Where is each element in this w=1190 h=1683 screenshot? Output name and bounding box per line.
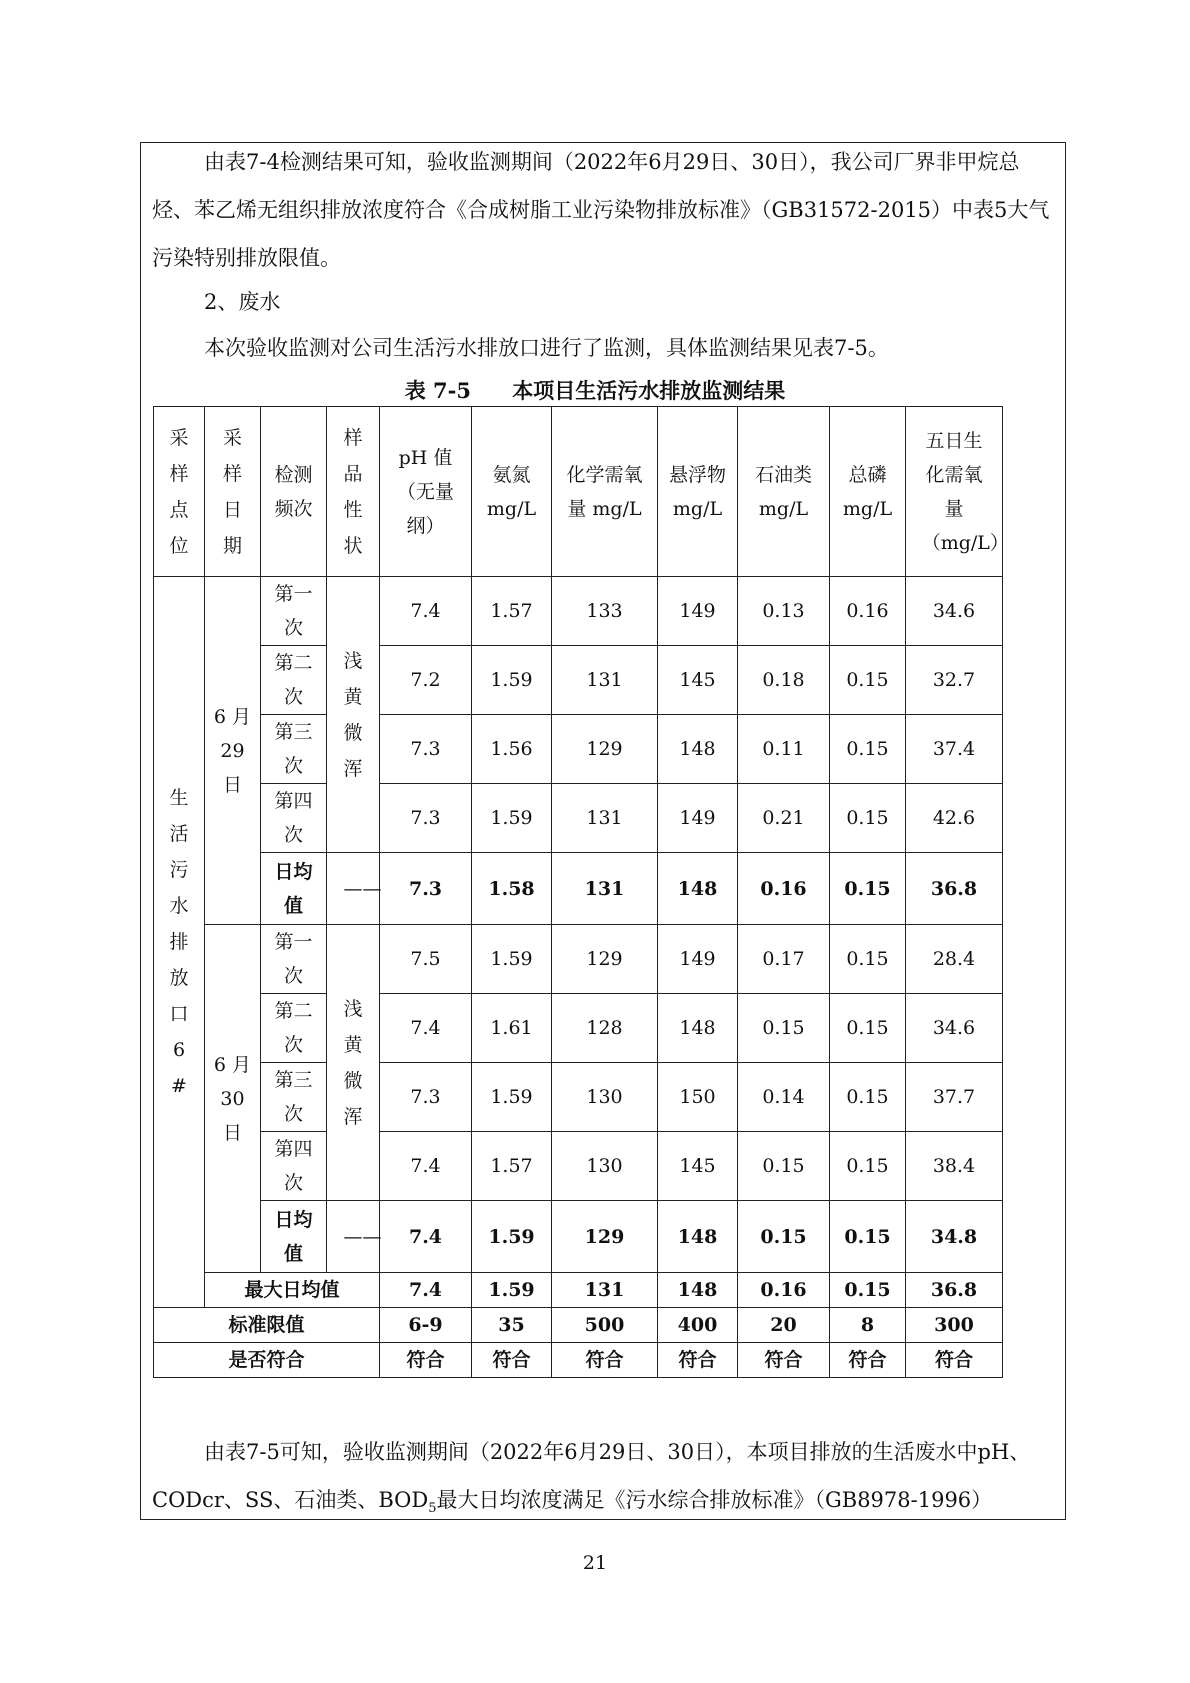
- sample-cell: 浅黄微浑: [327, 577, 380, 853]
- header-frequency: 检测频次: [261, 407, 327, 577]
- max-daily-average-value: 148: [658, 1273, 738, 1308]
- table-row: [154, 925, 1003, 994]
- value-cell: 1.59: [472, 1063, 552, 1132]
- paragraph-intro-7-5: 本次验收监测对公司生活污水排放口进行了监测，具体监测结果见表7-5。: [204, 336, 889, 360]
- value-cell: 28.4: [906, 925, 1003, 994]
- value-cell: 1.61: [472, 994, 552, 1063]
- max-daily-average-label: 最大日均值: [205, 1273, 380, 1308]
- standard-limit-value: 400: [658, 1308, 738, 1343]
- daily-average-label: 日均值: [261, 853, 327, 925]
- max-daily-average-value: 0.16: [738, 1273, 830, 1308]
- value-cell: 131: [552, 646, 658, 715]
- daily-average-value: 1.58: [472, 853, 552, 925]
- value-cell: 7.4: [380, 994, 472, 1063]
- value-cell: 7.4: [380, 577, 472, 646]
- header-tp: 总磷 mg/L: [830, 407, 906, 577]
- value-cell: 38.4: [906, 1132, 1003, 1201]
- value-cell: 7.3: [380, 1063, 472, 1132]
- value-cell: 0.15: [830, 925, 906, 994]
- value-cell: 0.15: [830, 1132, 906, 1201]
- daily-average-value: 36.8: [906, 853, 1003, 925]
- value-cell: 7.3: [380, 784, 472, 853]
- table-row: [154, 994, 1003, 1063]
- date-cell: 6 月 29 日: [205, 577, 261, 925]
- monitoring-results-table: [153, 406, 1009, 1378]
- frequency-cell: 第三次: [261, 1063, 327, 1132]
- standard-limit-value: 300: [906, 1308, 1003, 1343]
- table-title: 本项目生活污水排放监测结果: [512, 378, 786, 403]
- value-cell: 1.57: [472, 577, 552, 646]
- standard-limit-value: 20: [738, 1308, 830, 1343]
- value-cell: 149: [658, 784, 738, 853]
- value-cell: 128: [552, 994, 658, 1063]
- header-ph: pH 值（无量纲）: [380, 407, 472, 577]
- value-cell: 148: [658, 994, 738, 1063]
- daily-average-value: 129: [552, 1201, 658, 1273]
- value-cell: 0.14: [738, 1063, 830, 1132]
- value-cell: 130: [552, 1063, 658, 1132]
- header-ammonia: 氨氮 mg/L: [472, 407, 552, 577]
- compliance-value: 符合: [830, 1343, 906, 1378]
- standard-limit-value: 8: [830, 1308, 906, 1343]
- daily-average-value: 148: [658, 853, 738, 925]
- value-cell: 1.59: [472, 646, 552, 715]
- site-cell: 生活污水排放口6#: [154, 577, 205, 1308]
- value-cell: 37.4: [906, 715, 1003, 784]
- value-cell: 7.3: [380, 715, 472, 784]
- paragraph-conclusion-7-5: 由表7-5可知，验收监测期间（2022年6月29日、30日），本项目排放的生活废水中pH、CODcr、SS、石油类、$BOD_5$最大日均浓度满足《污水综合排放标准》（GB8978-1996）: [152, 1440, 1031, 1517]
- compliance-value: 符合: [906, 1343, 1003, 1378]
- value-cell: 148: [658, 715, 738, 784]
- standard-limit-value: 35: [472, 1308, 552, 1343]
- value-cell: 0.15: [830, 784, 906, 853]
- value-cell: 130: [552, 1132, 658, 1201]
- table-body: [154, 577, 1003, 1378]
- value-cell: 37.7: [906, 1063, 1003, 1132]
- header-oil: 石油类 mg/L: [738, 407, 830, 577]
- value-cell: 0.15: [830, 1063, 906, 1132]
- value-cell: 0.13: [738, 577, 830, 646]
- frequency-cell: 第一次: [261, 925, 327, 994]
- frequency-cell: 第一次: [261, 577, 327, 646]
- value-cell: 0.15: [738, 1132, 830, 1201]
- max-daily-average-value: 7.4: [380, 1273, 472, 1308]
- daily-average-dash: ——: [327, 1201, 380, 1273]
- daily-average-value: 148: [658, 1201, 738, 1273]
- date-cell: 6 月 30 日: [205, 925, 261, 1273]
- value-cell: 7.4: [380, 1132, 472, 1201]
- max-daily-average-value: 131: [552, 1273, 658, 1308]
- value-cell: 0.17: [738, 925, 830, 994]
- frequency-cell: 第二次: [261, 994, 327, 1063]
- value-cell: 1.57: [472, 1132, 552, 1201]
- daily-average-value: 0.15: [830, 1201, 906, 1273]
- daily-average-value: 7.4: [380, 1201, 472, 1273]
- value-cell: 129: [552, 715, 658, 784]
- compliance-value: 符合: [472, 1343, 552, 1378]
- value-cell: 129: [552, 925, 658, 994]
- frequency-cell: 第四次: [261, 1132, 327, 1201]
- value-cell: 1.59: [472, 925, 552, 994]
- value-cell: 131: [552, 784, 658, 853]
- daily-average-label: 日均值: [261, 1201, 327, 1273]
- header-sample: 样品性状: [327, 407, 380, 577]
- value-cell: 149: [658, 577, 738, 646]
- value-cell: 145: [658, 1132, 738, 1201]
- compliance-value: 符合: [738, 1343, 830, 1378]
- header-date: 采样日期: [205, 407, 261, 577]
- daily-average-row: [154, 1201, 1003, 1273]
- value-cell: 7.5: [380, 925, 472, 994]
- value-cell: 1.59: [472, 784, 552, 853]
- max-daily-average-value: 0.15: [830, 1273, 906, 1308]
- section-heading-wastewater: 2、废水: [204, 290, 281, 314]
- max-daily-average-value: 1.59: [472, 1273, 552, 1308]
- compliance-row: [154, 1343, 1003, 1378]
- compliance-value: 符合: [552, 1343, 658, 1378]
- daily-average-value: 0.16: [738, 853, 830, 925]
- paragraph-conclusion-7-4: 由表7-4检测结果可知，验收监测期间（2022年6月29日、30日），我公司厂界非甲烷总烃、苯乙烯无组织排放浓度符合《合成树脂工业污染物排放标准》（GB31572-2015）中表5大气污染特别排放限值。: [152, 150, 1050, 270]
- frequency-cell: 第三次: [261, 715, 327, 784]
- frequency-cell: 第四次: [261, 784, 327, 853]
- frequency-cell: 第二次: [261, 646, 327, 715]
- daily-average-value: 131: [552, 853, 658, 925]
- daily-average-value: 7.3: [380, 853, 472, 925]
- value-cell: 133: [552, 577, 658, 646]
- value-cell: 0.15: [830, 994, 906, 1063]
- compliance-label: 是否符合: [154, 1343, 380, 1378]
- value-cell: 1.56: [472, 715, 552, 784]
- header-site: 采样点位: [154, 407, 205, 577]
- header-bod: 五日生化需氧量（mg/L）: [906, 407, 1003, 577]
- header-cod: 化学需氧量 mg/L: [552, 407, 658, 577]
- table-row: [154, 646, 1003, 715]
- standard-limit-value: 500: [552, 1308, 658, 1343]
- header-ss: 悬浮物 mg/L: [658, 407, 738, 577]
- value-cell: 0.18: [738, 646, 830, 715]
- table-row: [154, 577, 1003, 646]
- value-cell: 0.15: [830, 715, 906, 784]
- value-cell: 7.2: [380, 646, 472, 715]
- daily-average-row: [154, 853, 1003, 925]
- value-cell: 149: [658, 925, 738, 994]
- table-row: [154, 1063, 1003, 1132]
- table-row: [154, 1132, 1003, 1201]
- max-daily-average-row: [154, 1273, 1003, 1308]
- value-cell: 150: [658, 1063, 738, 1132]
- value-cell: 0.21: [738, 784, 830, 853]
- table-row: [154, 715, 1003, 784]
- daily-average-value: 34.8: [906, 1201, 1003, 1273]
- table-caption: [0, 375, 1190, 405]
- value-cell: 145: [658, 646, 738, 715]
- daily-average-value: 1.59: [472, 1201, 552, 1273]
- compliance-value: 符合: [380, 1343, 472, 1378]
- daily-average-dash: ——: [327, 853, 380, 925]
- value-cell: 0.15: [830, 646, 906, 715]
- value-cell: 0.11: [738, 715, 830, 784]
- page-number: 21: [582, 1552, 608, 1574]
- daily-average-value: 0.15: [830, 853, 906, 925]
- standard-limit-label: 标准限值: [154, 1308, 380, 1343]
- max-daily-average-value: 36.8: [906, 1273, 1003, 1308]
- value-cell: 32.7: [906, 646, 1003, 715]
- daily-average-value: 0.15: [738, 1201, 830, 1273]
- value-cell: 0.16: [830, 577, 906, 646]
- standard-limit-row: [154, 1308, 1003, 1343]
- table-number: 表 7-5: [404, 378, 471, 403]
- table-row: [154, 784, 1003, 853]
- standard-limit-value: 6-9: [380, 1308, 472, 1343]
- compliance-value: 符合: [658, 1343, 738, 1378]
- sample-cell: 浅黄微浑: [327, 925, 380, 1201]
- value-cell: 34.6: [906, 577, 1003, 646]
- value-cell: 0.15: [738, 994, 830, 1063]
- header-row: [154, 407, 1003, 577]
- value-cell: 42.6: [906, 784, 1003, 853]
- value-cell: 34.6: [906, 994, 1003, 1063]
